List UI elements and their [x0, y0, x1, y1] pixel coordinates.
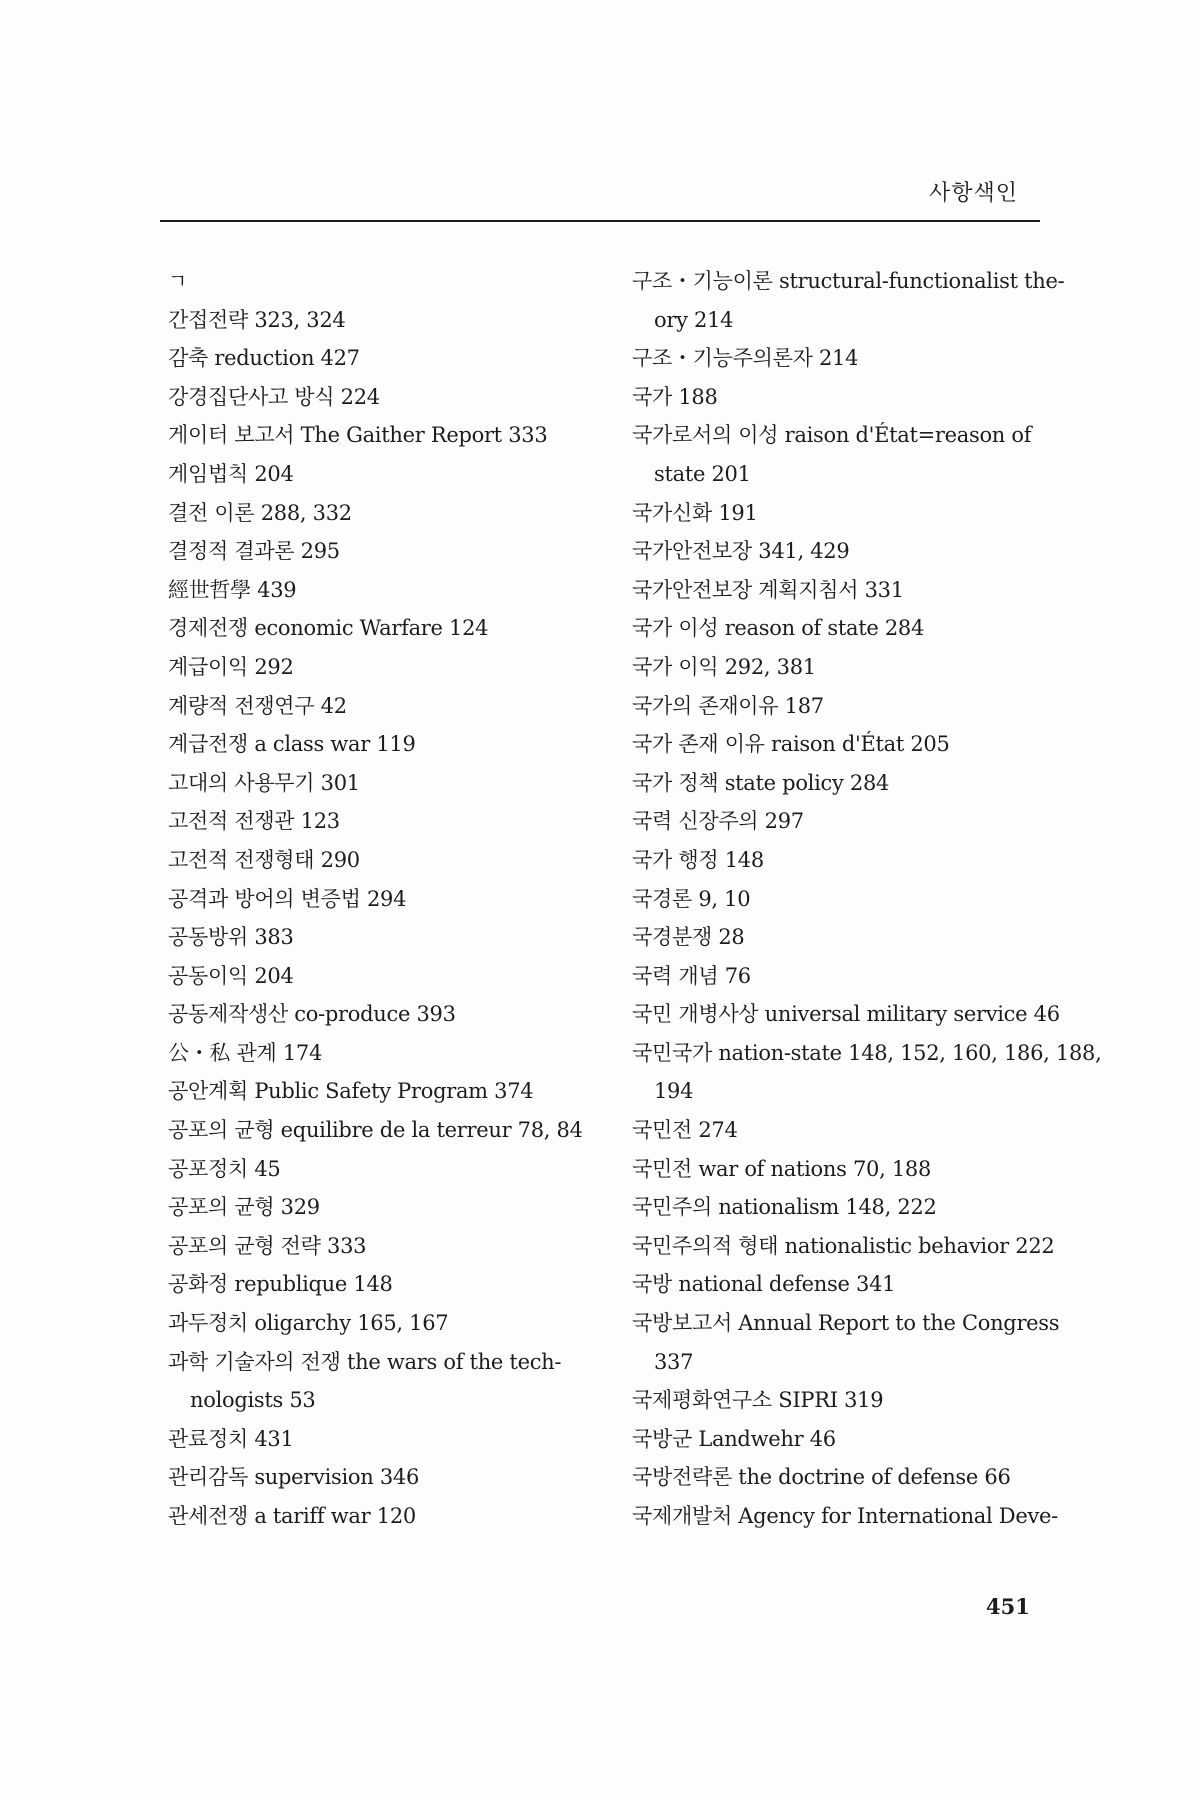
- index-entry: 결전 이론 288, 332: [168, 500, 352, 525]
- index-entry: 계급이익 292: [168, 654, 294, 679]
- index-entry: 국가신화 191: [632, 500, 758, 525]
- index-entry: 국민 개병사상 universal military service 46: [632, 1002, 1060, 1027]
- header-rule: [160, 220, 1040, 222]
- index-entry: 간접전략 323, 324: [168, 307, 346, 332]
- index-entry: 국민전 war of nations 70, 188: [632, 1156, 932, 1181]
- index-entry: 계급전쟁 a class war 119: [168, 732, 416, 757]
- index-entry: 국제평화연구소 SIPRI 319: [632, 1388, 884, 1413]
- index-entry: 국경론 9, 10: [632, 886, 751, 911]
- index-entry: 게이터 보고서 The Gaither Report 333: [168, 423, 548, 448]
- index-entry: 고대의 사용무기 301: [168, 770, 360, 795]
- index-entry: 국가 정책 state policy 284: [632, 770, 890, 795]
- index-entry: 강경집단사고 방식 224: [168, 384, 380, 409]
- index-entry: 과학 기술자의 전쟁 the wars of the tech-: [168, 1349, 562, 1374]
- index-entry: 공포의 균형 329: [168, 1195, 320, 1220]
- index-entry: 공안계획 Public Safety Program 374: [168, 1079, 534, 1104]
- index-entry-continuation: nologists 53: [190, 1388, 316, 1413]
- index-entry: 국민주의 nationalism 148, 222: [632, 1195, 937, 1220]
- index-entry: 관세전쟁 a tariff war 120: [168, 1504, 416, 1528]
- index-entry-continuation: state 201: [654, 461, 751, 486]
- index-entry: 관료정치 431: [168, 1426, 294, 1451]
- index-entry: 국가안전보장 계획지침서 331: [632, 577, 904, 602]
- index-entry: 게임법칙 204: [168, 461, 294, 486]
- index-entry: 공포의 균형 전략 333: [168, 1233, 367, 1258]
- index-entry: 국력 개념 76: [632, 963, 751, 988]
- index-entry: 국경분쟁 28: [632, 925, 745, 950]
- index-entry: 국가 188: [632, 384, 718, 409]
- index-entry: 公・私 관계 174: [168, 1040, 323, 1065]
- index-entry: 국방보고서 Annual Report to the Congress: [632, 1311, 1060, 1336]
- index-entry: 공포정치 45: [168, 1156, 281, 1181]
- index-entry: 경제전쟁 economic Warfare 124: [168, 616, 489, 641]
- index-column-left: [168, 262, 598, 1536]
- index-entry: 공동이익 204: [168, 963, 294, 988]
- index-entry-continuation: 337: [654, 1349, 694, 1374]
- page-number: 451: [986, 1594, 1030, 1619]
- index-entry: 결정적 결과론 295: [168, 539, 340, 564]
- index-entry: 과두정치 oligarchy 165, 167: [168, 1311, 449, 1336]
- index-entry: 국민주의적 형태 nationalistic behavior 222: [632, 1233, 1055, 1258]
- index-entry: 국민국가 nation-state 148, 152, 160, 186, 188,: [632, 1040, 1102, 1065]
- index-entry: 국민전 274: [632, 1118, 738, 1143]
- index-entry: 국가 존재 이유 raison d'État 205: [632, 732, 950, 757]
- index-entry: 국가 이성 reason of state 284: [632, 616, 925, 641]
- index-entry: 국가 행정 148: [632, 847, 764, 872]
- index-entry: 국방군 Landwehr 46: [632, 1426, 836, 1451]
- index-entry: 국제개발처 Agency for International Deve-: [632, 1504, 1058, 1528]
- index-entry: 고전적 전쟁관 123: [168, 809, 340, 834]
- index-entry: 국가안전보장 341, 429: [632, 539, 850, 564]
- index-entry: 經世哲學 439: [168, 577, 297, 602]
- index-column-right: [632, 262, 1102, 1536]
- index-entry: 고전적 전쟁형태 290: [168, 847, 360, 872]
- index-entry: 계량적 전쟁연구 42: [168, 693, 347, 718]
- index-entry: 국가 이익 292, 381: [632, 654, 816, 679]
- index-entry: 국방 national defense 341: [632, 1272, 896, 1297]
- index-entry: 감축 reduction 427: [168, 346, 360, 371]
- index-entry: 관리감독 supervision 346: [168, 1465, 420, 1490]
- index-entry: 국가로서의 이성 raison d'État=reason of: [632, 423, 1032, 448]
- index-entry: 공동제작생산 co-produce 393: [168, 1002, 456, 1027]
- index-entry: 공격과 방어의 변증법 294: [168, 886, 407, 911]
- index-entry: 국방전략론 the doctrine of defense 66: [632, 1465, 1011, 1490]
- index-entry: 국가의 존재이유 187: [632, 693, 824, 718]
- index-entry-continuation: 194: [654, 1079, 694, 1104]
- index-entry: 국력 신장주의 297: [632, 809, 804, 834]
- index-entry-continuation: ory 214: [654, 307, 734, 332]
- index-entry: 공포의 균형 equilibre de la terreur 78, 84: [168, 1118, 583, 1143]
- index-entry: 공동방위 383: [168, 925, 294, 950]
- index-entry: 구조・기능이론 structural-functionalist the-: [632, 269, 1065, 293]
- running-head: 사항색인: [928, 181, 1018, 206]
- section-letter: ㄱ: [168, 269, 188, 293]
- index-entry: 구조・기능주의론자 214: [632, 346, 859, 371]
- index-entry: 공화정 republique 148: [168, 1272, 393, 1297]
